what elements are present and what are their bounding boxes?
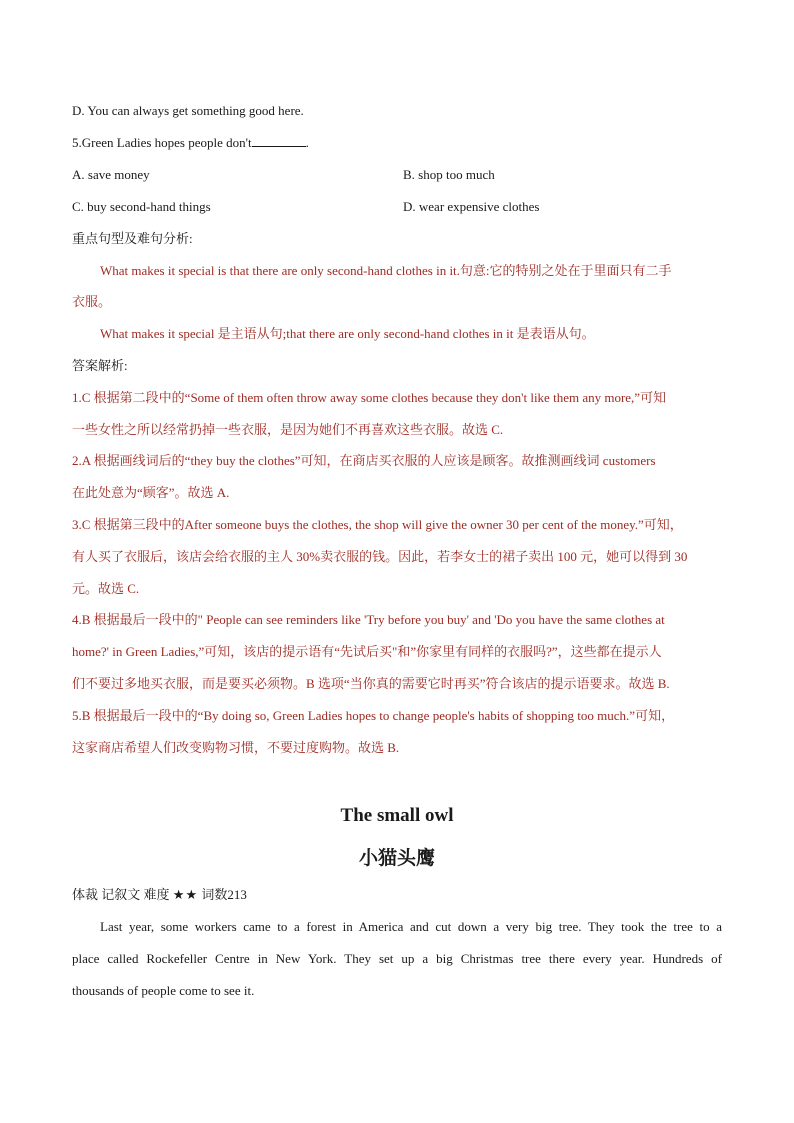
answer-3-line1: 3.C 根据第三段中的After someone buys the clothes, the shop will give the owner 30 per cent of the money.”可知， <box>72 517 683 532</box>
answer-1-line1: 1.C 根据第二段中的“Some of them often throw away some clothes because they don't like them any more,”可知 <box>72 390 667 405</box>
passage-line-2: place called Rockefeller Centre in New York. They set up a big Christmas tree there every year. Hundreds of <box>72 951 722 966</box>
q5-stem <box>72 134 309 152</box>
q5-stem-end: . <box>305 135 309 150</box>
difficulty-stars: ★★ <box>172 887 199 902</box>
genre-value: 记叙文 <box>101 887 141 902</box>
passage-title-english: The small owl <box>340 805 454 826</box>
q5-option-c: C. buy second-hand things <box>72 199 211 214</box>
analysis-heading: 重点句型及难句分析: <box>72 231 193 246</box>
analysis-p1-line2: 衣服。 <box>72 294 112 309</box>
q5-option-b: B. shop too much <box>403 167 495 182</box>
answer-1-line2: 一些女性之所以经常扔掉一些衣服，是因为她们不再喜欢这些衣服。故选 C. <box>72 422 504 437</box>
passage-line-1: Last year, some workers came to a forest in America and cut down a very big tree. They took the tree to a <box>100 919 722 934</box>
answer-4-line2: home?' in Green Ladies,”可知，该店的提示语有“先试后买"和”你家里有同样的衣服吗?”，这些都在提示人 <box>72 644 662 659</box>
answer-3-line3: 元。故选 C. <box>72 581 140 596</box>
analysis-p2-line1: What makes it special 是主语从句;that there are only second-hand clothes in it 是表语从句。 <box>100 326 595 341</box>
answer-5-line1: 5.B 根据最后一段中的“By doing so, Green Ladies hopes to change people's habits of shopping too much.”可知， <box>72 708 675 723</box>
passage-title-chinese: 小猫头鹰 <box>358 847 435 869</box>
passage-line-3: thousands of people come to see it. <box>72 983 255 998</box>
answer-blank <box>252 134 306 147</box>
analysis-p1-line1: What makes it special is that there are only second-hand clothes in it.句意:它的特别之处在于里面只有二手 <box>100 263 672 278</box>
word-count-label: 词数 <box>201 887 228 902</box>
answer-4-line1: 4.B 根据最后一段中的" People can see reminders like 'Try before you buy' and 'Do you have the same clothes at <box>72 612 665 627</box>
difficulty-label: 难度 <box>143 887 170 902</box>
answer-3-line2: 有人买了衣服后，该店会给衣服的主人 30%卖衣服的钱。因此，若李女士的裙子卖出 100 元，她可以得到 30 <box>72 549 688 564</box>
q4-option-d: D. You can always get something good here. <box>72 103 304 118</box>
genre-label: 体裁 <box>72 887 99 902</box>
q5-stem-text: 5.Green Ladies hopes people don't <box>72 135 252 150</box>
answers-heading: 答案解析: <box>72 358 128 373</box>
q5-option-d: D. wear expensive clothes <box>403 199 540 214</box>
passage-meta <box>72 886 247 904</box>
q5-option-a: A. save money <box>72 167 150 182</box>
word-count-value: 213 <box>227 887 247 902</box>
answer-2-line2: 在此处意为“顾客”。故选 A. <box>72 485 230 500</box>
answer-4-line3: 们不要过多地买衣服，而是要买必须物。B 选项“当你真的需要它时再买”符合该店的提示语要求。故选 B. <box>72 676 670 691</box>
answer-2-line1: 2.A 根据画线词后的“they buy the clothes”可知，在商店买衣服的人应该是顾客。故推测画线词 customers <box>72 453 656 468</box>
answer-5-line2: 这家商店希望人们改变购物习惯，不要过度购物。故选 B. <box>72 740 400 755</box>
